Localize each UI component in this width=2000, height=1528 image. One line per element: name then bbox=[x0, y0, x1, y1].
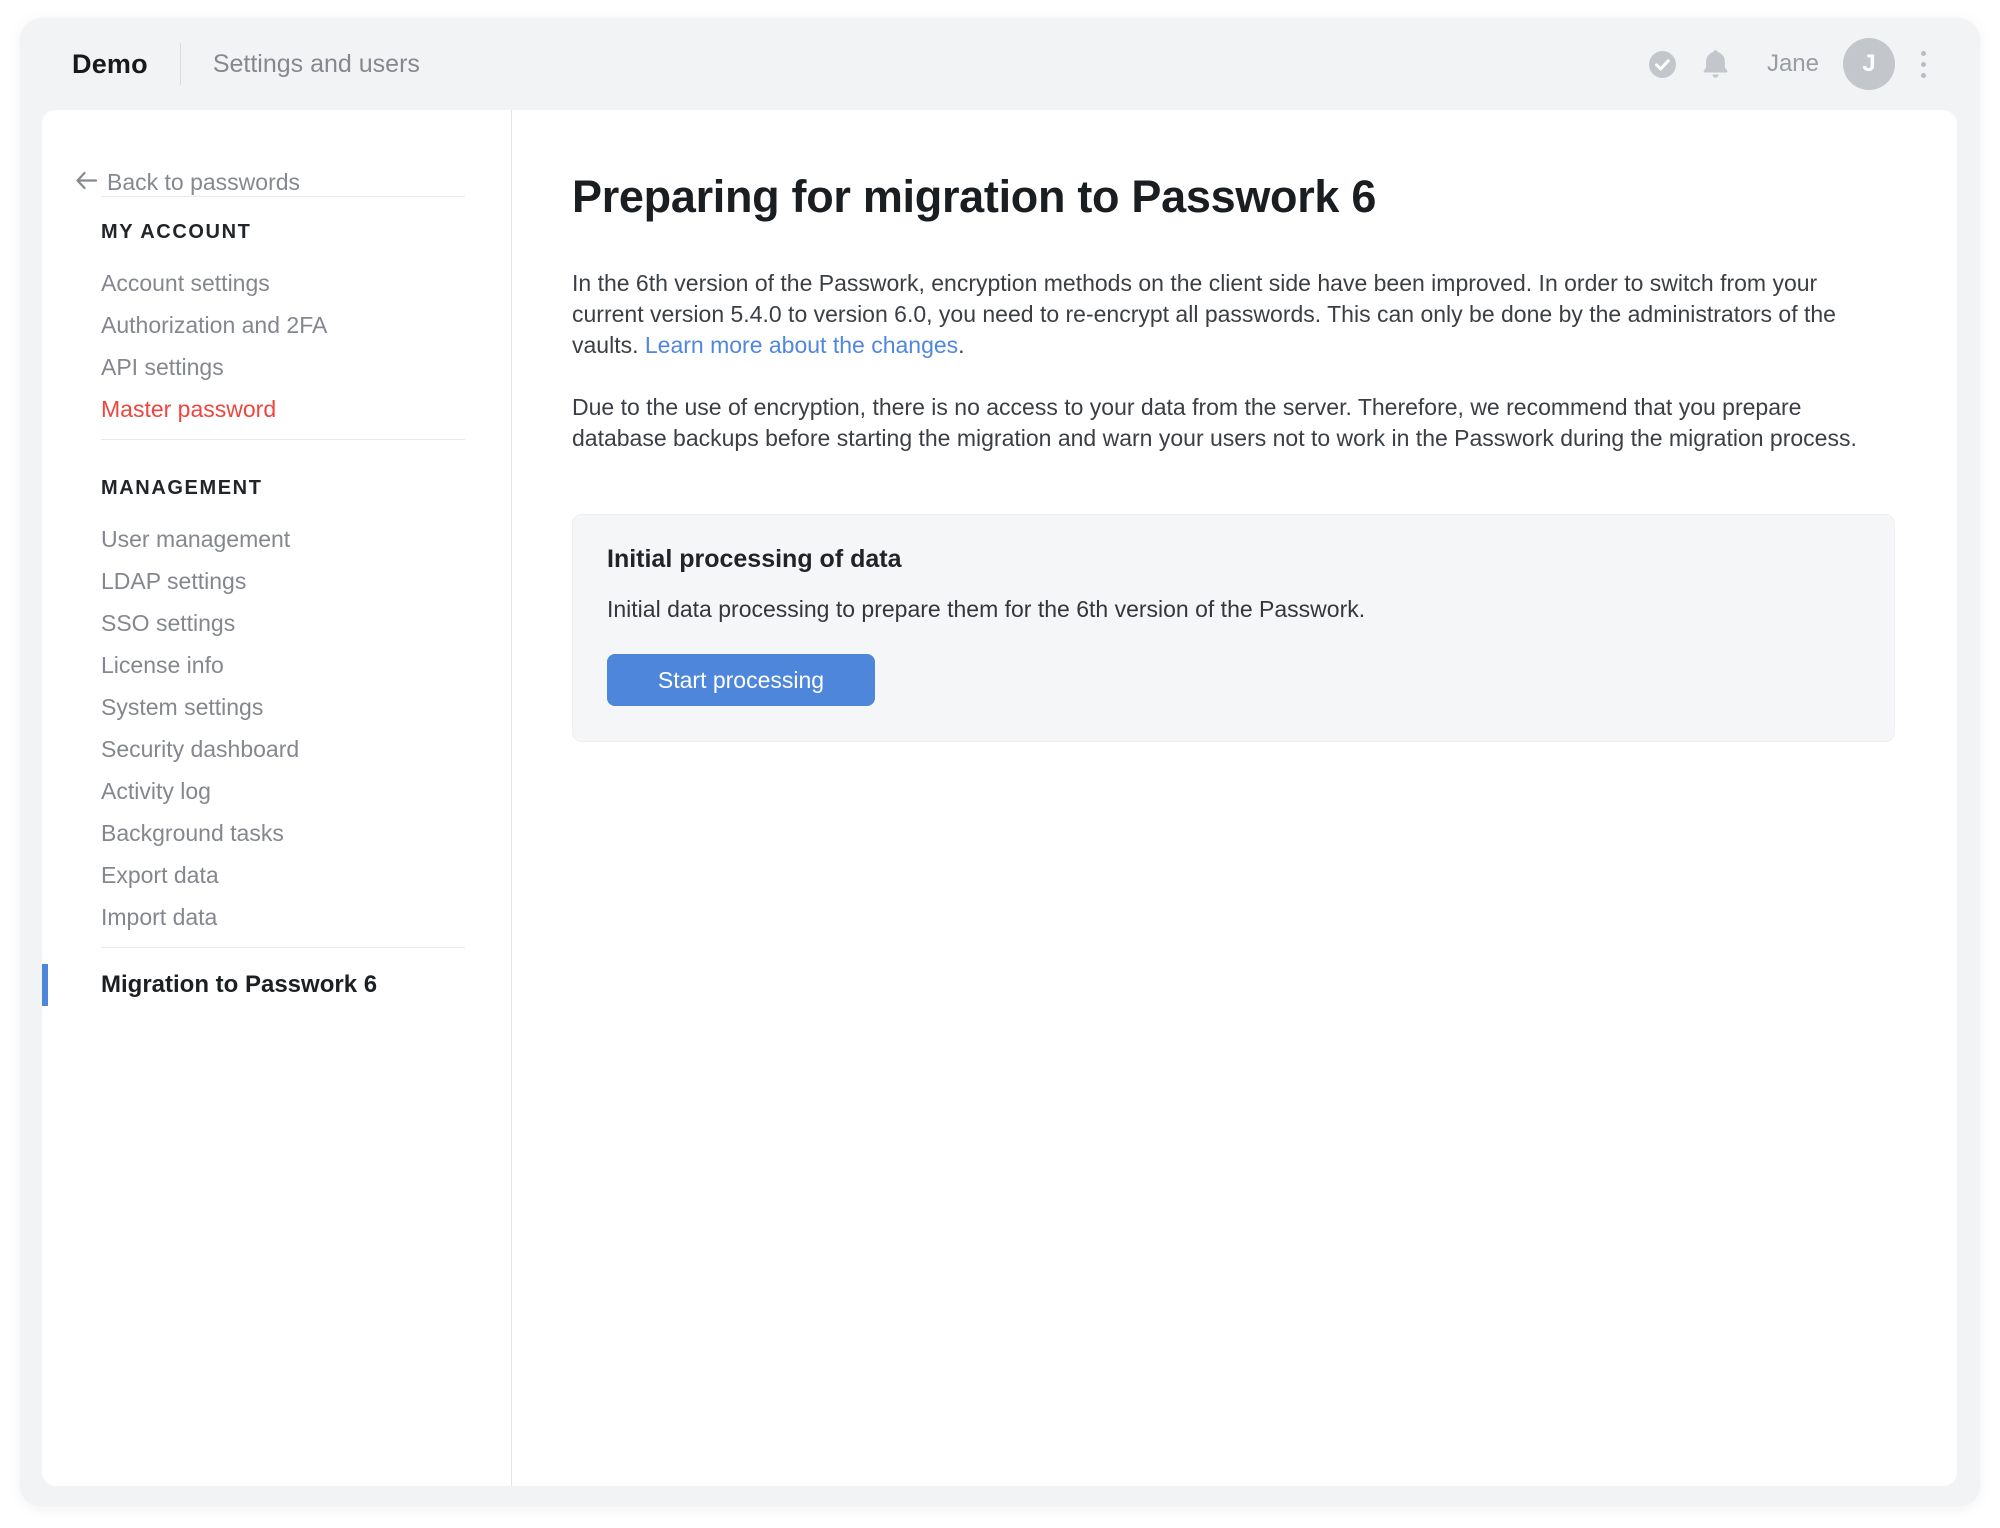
management-nav bbox=[101, 527, 465, 929]
sidebar-item-migration-to-passwork-6[interactable] bbox=[101, 971, 465, 999]
sidebar-item-api-settings[interactable]: API settings bbox=[101, 354, 224, 380]
kebab-menu-icon[interactable] bbox=[1917, 47, 1930, 82]
back-to-passwords-link[interactable] bbox=[75, 168, 465, 196]
sidebar-item-activity-log[interactable]: Activity log bbox=[101, 778, 211, 804]
back-label: Back to passwords bbox=[107, 168, 301, 195]
start-processing-button[interactable]: Start processing bbox=[607, 654, 875, 706]
section-title-my-account: MY ACCOUNT bbox=[101, 221, 252, 243]
intro-paragraph bbox=[572, 268, 1867, 361]
card-title: Initial processing of data bbox=[607, 545, 902, 573]
main-content bbox=[512, 110, 1957, 1486]
my-account-nav bbox=[101, 271, 465, 421]
sidebar-item-ldap-settings[interactable]: LDAP settings bbox=[101, 568, 247, 594]
user-name: Jane bbox=[1766, 50, 1819, 77]
sidebar-item-account-settings[interactable]: Account settings bbox=[101, 270, 270, 296]
sidebar-item-master-password[interactable]: Master password bbox=[101, 396, 277, 422]
sidebar-item-background-tasks[interactable]: Background tasks bbox=[101, 820, 284, 846]
check-circle-icon[interactable] bbox=[1649, 51, 1676, 78]
avatar[interactable] bbox=[1843, 38, 1895, 90]
active-item-label: Migration to Passwork 6 bbox=[101, 971, 378, 998]
sidebar-divider bbox=[101, 947, 465, 948]
app-window bbox=[20, 18, 1980, 1507]
page-context-label: Settings and users bbox=[212, 49, 420, 78]
sidebar-item-import-data[interactable]: Import data bbox=[101, 904, 218, 930]
brand-logo[interactable]: Demo bbox=[72, 48, 148, 79]
sidebar-item-authorization-2fa[interactable]: Authorization and 2FA bbox=[101, 312, 328, 338]
section-title-management: MANAGEMENT bbox=[101, 477, 263, 499]
sidebar-divider bbox=[101, 439, 465, 440]
intro-text-before-link: In the 6th version of the Passwork, encryption methods on the client side have been improved. In order to switch from your current version 5.4.0 to version 6.0, you need to re-encrypt all passwords. This can only be done by the administrators of the vaults. bbox=[572, 270, 1836, 358]
topbar bbox=[20, 18, 1980, 110]
sidebar-item-export-data[interactable]: Export data bbox=[101, 862, 219, 888]
page-title: Preparing for migration to Passwork 6 bbox=[572, 171, 1377, 222]
learn-more-link[interactable]: Learn more about the changes bbox=[644, 332, 959, 358]
sidebar-divider bbox=[101, 196, 465, 197]
topbar-divider bbox=[180, 43, 181, 85]
sidebar-item-license-info[interactable]: License info bbox=[101, 652, 224, 678]
sidebar-item-sso-settings[interactable]: SSO settings bbox=[101, 610, 236, 636]
bell-icon[interactable] bbox=[1702, 49, 1729, 79]
sidebar-item-system-settings[interactable]: System settings bbox=[101, 694, 264, 720]
card-description: Initial data processing to prepare them for the 6th version of the Passwork. bbox=[607, 596, 1366, 622]
arrow-left-icon bbox=[75, 169, 97, 196]
warning-paragraph: Due to the use of encryption, there is no access to your data from the server. Therefore, we recommend that you prepare database backups before starting the migration and warn your users not to work in the Passwork during the migration process. bbox=[572, 394, 1857, 451]
sidebar-item-user-management[interactable]: User management bbox=[101, 526, 291, 552]
intro-text-after-link: . bbox=[958, 332, 965, 358]
content-panels bbox=[42, 110, 1957, 1486]
initial-processing-card bbox=[572, 514, 1895, 742]
topbar-actions bbox=[1649, 38, 1930, 90]
active-item-indicator bbox=[42, 964, 48, 1006]
settings-sidebar bbox=[42, 110, 511, 1486]
sidebar-item-security-dashboard[interactable]: Security dashboard bbox=[101, 736, 300, 762]
avatar-initial: J bbox=[1862, 50, 1876, 77]
